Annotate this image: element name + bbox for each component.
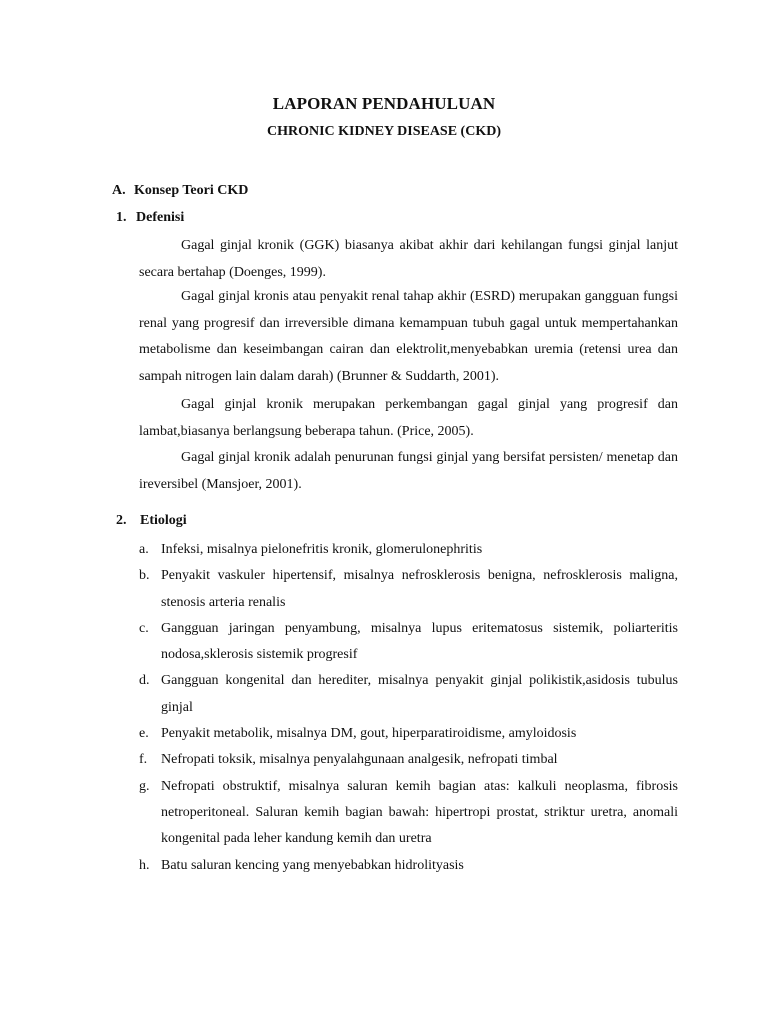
list-item-text: Gangguan jaringan penyambung, misalnya lupus eritematosus sistemik, poliarteritis nodosa,sklerosis sistemik progresif bbox=[161, 620, 678, 663]
list-item-text: Penyakit metabolik, misalnya DM, gout, hiperparatiroidisme, amyloidosis bbox=[161, 726, 577, 742]
section-heading-text: Konsep Teori CKD bbox=[134, 183, 249, 198]
list-item-text: Nefropati toksik, misalnya penyalahgunaan analgesik, nefropati timbal bbox=[161, 752, 558, 768]
list-item bbox=[139, 774, 678, 853]
list-marker: g. bbox=[139, 778, 150, 794]
list-item bbox=[139, 616, 678, 669]
list-item-text: Nefropati obstruktif, misalnya saluran kemih bagian atas: kalkuli neoplasma, fibrosis netroperitoneal. Saluran kemih bagian bawah: hipertropi prostat, striktur uretra, anomali kongenital pada leher kandung kemih dan uretra bbox=[161, 778, 678, 847]
list-item bbox=[139, 668, 678, 721]
list-item-text: Gangguan kongenital dan herediter, misalnya penyakit ginjal polikistik,asidosis tubulus ginjal bbox=[161, 673, 678, 715]
list-marker: d. bbox=[139, 673, 150, 689]
list-item bbox=[139, 747, 678, 773]
definition-paragraph: Gagal ginjal kronis atau penyakit renal tahap akhir (ESRD) merupakan gangguan fungsi renal yang progresif dan irreversible dimana kemampuan tubuh gagal untuk mempertahankan metabolisme dan keseimbangan cairan dan elektrolit,menyebabkan uremia (retensi urea dan sampah nitrogen lain dalam darah) (Brunner & Suddarth, 2001). bbox=[139, 289, 678, 385]
list-item-text: Penyakit vaskuler hipertensif, misalnya nefrosklerosis benigna, nefrosklerosis maligna, stenosis arteria renalis bbox=[161, 568, 678, 610]
list-item bbox=[139, 853, 678, 879]
list-item bbox=[139, 721, 678, 747]
subsection-marker: 1. bbox=[116, 210, 127, 225]
section-heading-konsep-teori bbox=[112, 183, 248, 199]
list-marker: a. bbox=[139, 542, 149, 557]
subsection-heading-etiologi bbox=[116, 513, 187, 529]
list-item bbox=[139, 537, 678, 563]
list-marker: c. bbox=[139, 620, 149, 636]
definition-paragraph: Gagal ginjal kronik adalah penurunan fungsi ginjal yang bersifat persisten/ menetap dan ireversibel (Mansjoer, 2001). bbox=[139, 450, 678, 492]
document-subtitle: CHRONIC KIDNEY DISEASE (CKD) bbox=[266, 124, 501, 139]
definition-paragraph: Gagal ginjal kronik merupakan perkembangan gagal ginjal yang progresif dan lambat,biasanya berlangsung beberapa tahun. (Price, 2005). bbox=[139, 397, 678, 439]
subsection-marker: 2. bbox=[116, 513, 127, 528]
list-marker: e. bbox=[139, 726, 149, 742]
definition-paragraph: Gagal ginjal kronik (GGK) biasanya akibat akhir dari kehilangan fungsi ginjal lanjut secara bertahap (Doenges, 1999). bbox=[139, 238, 678, 280]
subsection-heading-text: Defenisi bbox=[136, 210, 185, 225]
subsection-heading-defenisi bbox=[116, 210, 184, 226]
document-title: LAPORAN PENDAHULUAN bbox=[272, 94, 496, 113]
list-marker: b. bbox=[139, 568, 150, 584]
etiologi-list bbox=[139, 537, 678, 879]
section-marker: A. bbox=[112, 183, 126, 198]
list-marker: h. bbox=[139, 857, 150, 873]
list-marker: f. bbox=[139, 752, 148, 768]
subsection-heading-text: Etiologi bbox=[140, 513, 187, 528]
list-item-text: Batu saluran kencing yang menyebabkan hidrolityasis bbox=[161, 857, 464, 873]
list-item bbox=[139, 563, 678, 616]
list-item-text: Infeksi, misalnya pielonefritis kronik, glomerulonephritis bbox=[161, 542, 483, 557]
